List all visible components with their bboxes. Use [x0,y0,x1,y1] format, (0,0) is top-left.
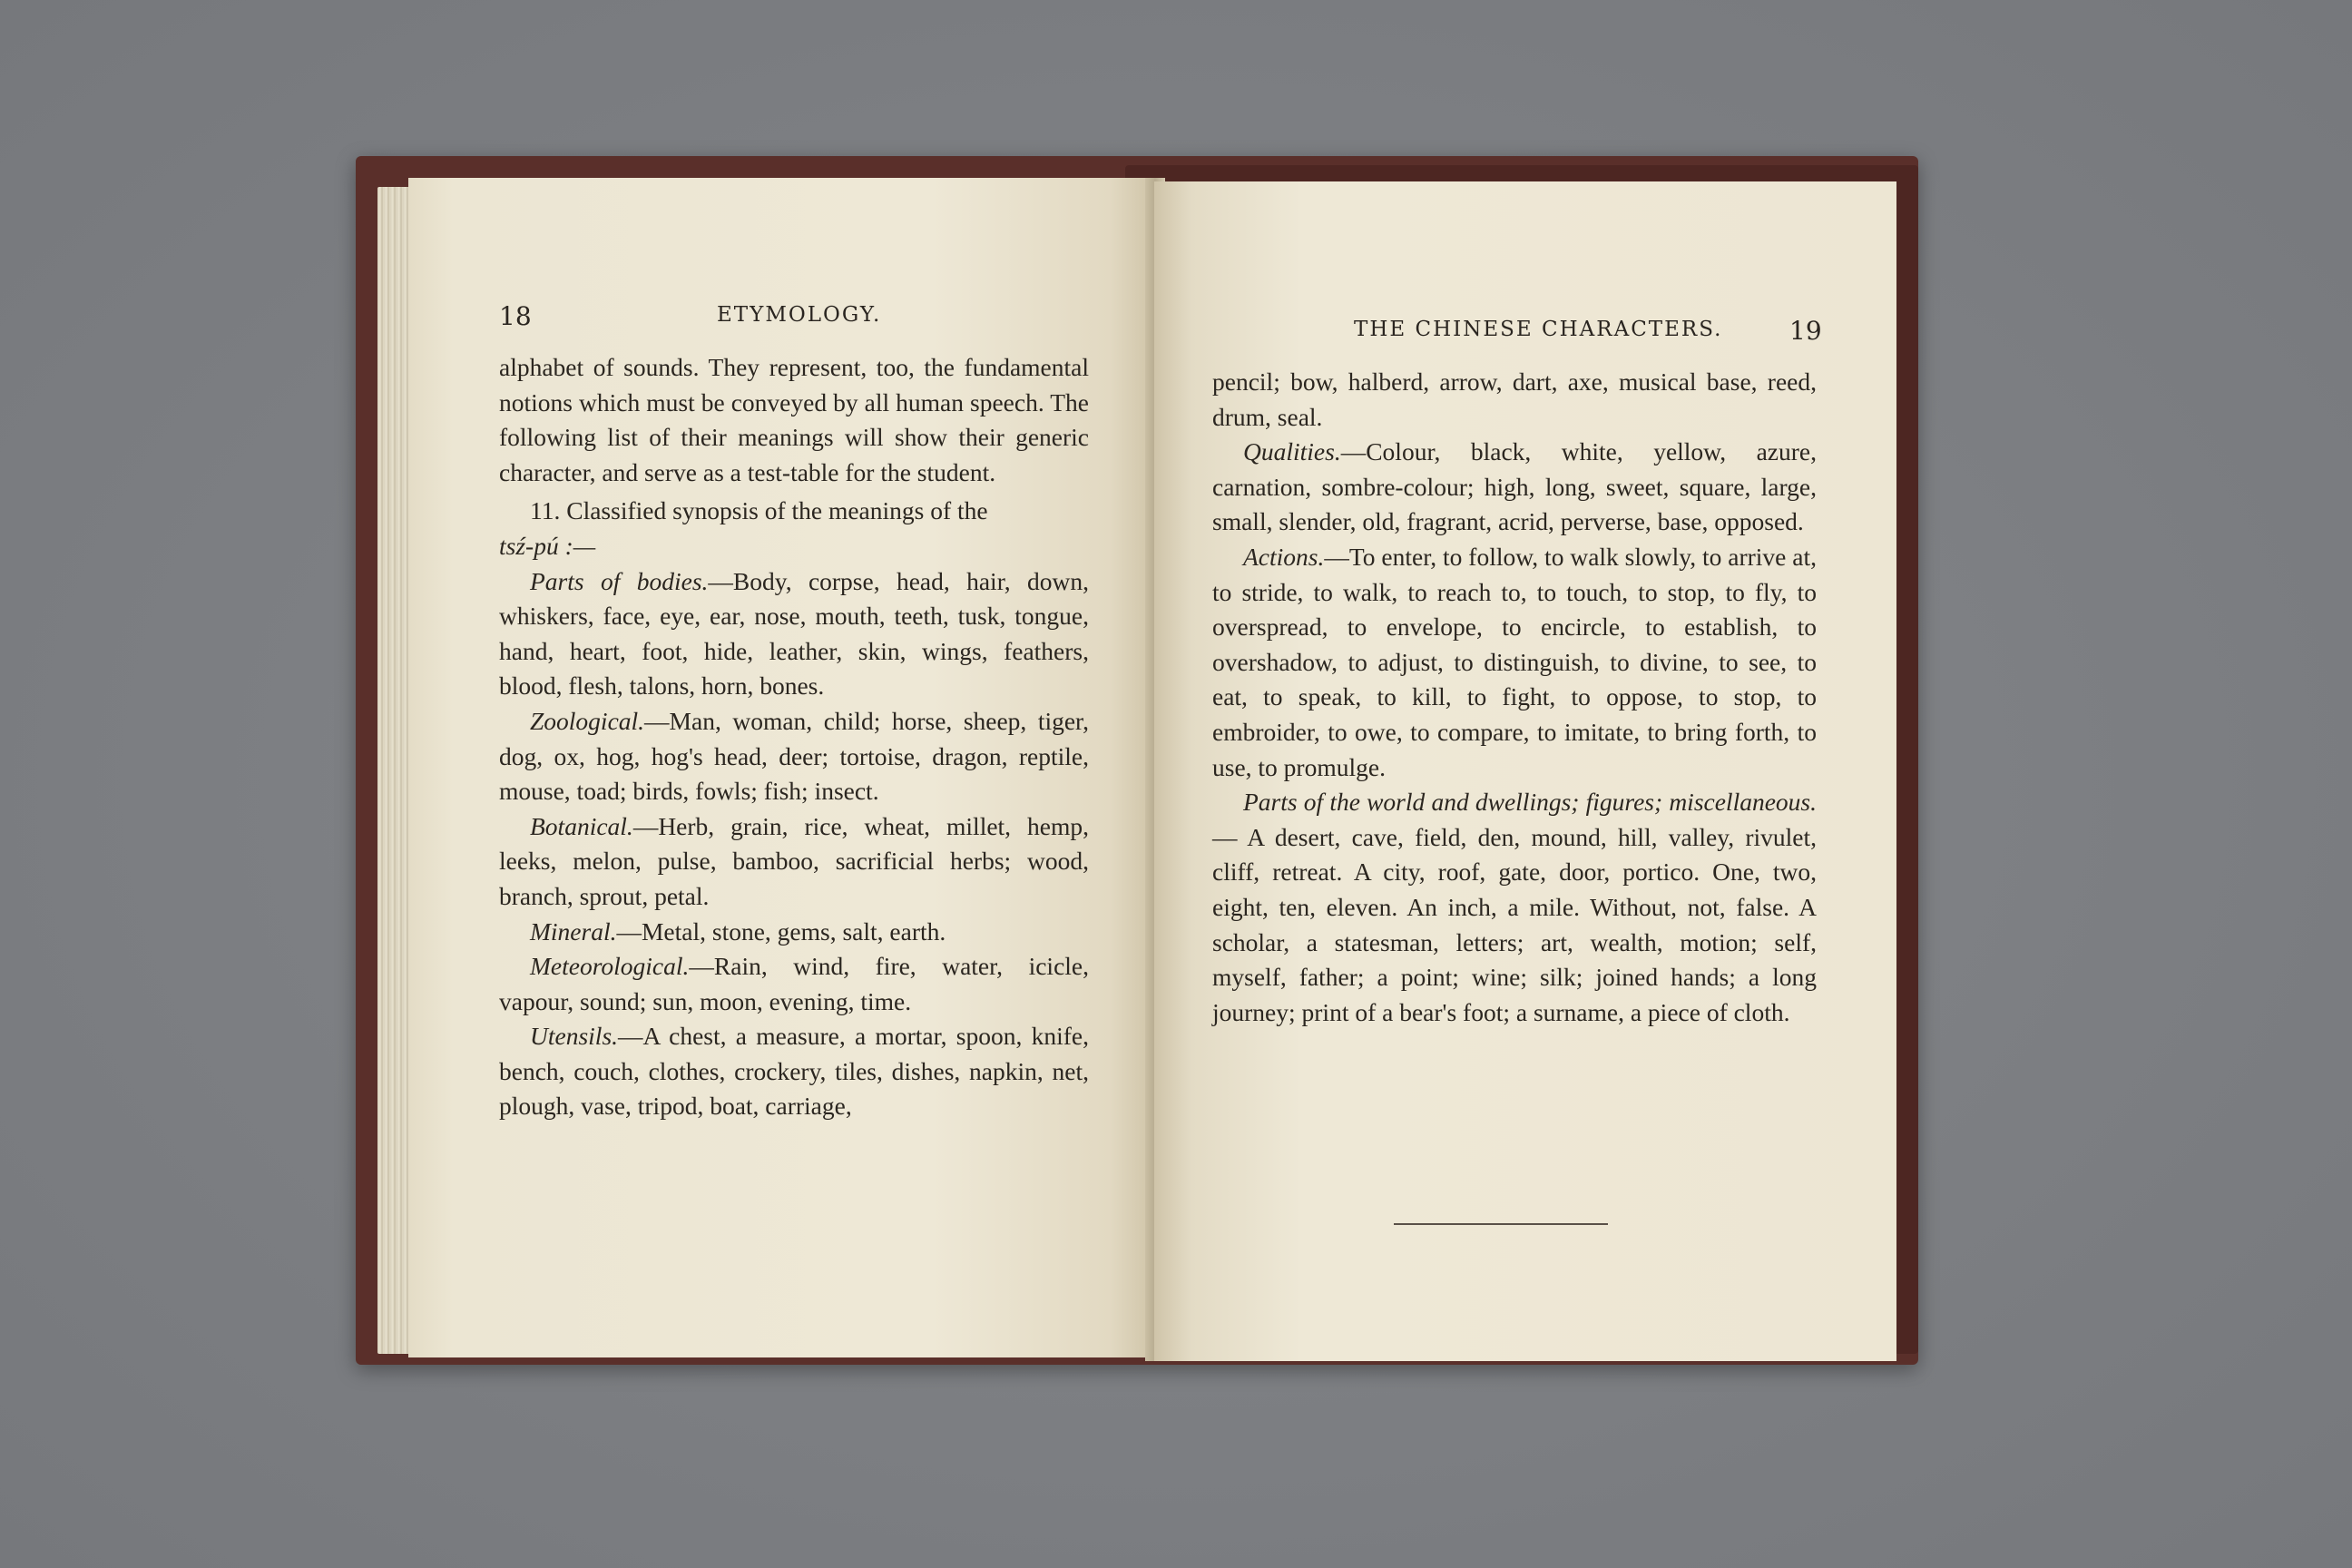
end-rule [1394,1223,1608,1225]
category-paragraph [499,1019,1089,1124]
left-body [499,350,1089,1124]
category-paragraph [499,949,1089,1019]
category-label: Zoological. [530,706,645,735]
category-text: —To enter, to follow, to walk slowly, to arrive at, to stride, to walk, to reach to, to touch, to stop, to fly, to overspread, to envelope, to encircle, to establish, to overshadow, to adjust, to distinguish, to divine, to see, to eat, to speak, to kill, to fight, to oppose, to stop, to embroider, to owe, to compare, to imitate, to bring forth, to use, to promulge. [1212,542,1817,781]
category-text: —A chest, a measure, a mortar, spoon, knife, bench, couch, clothes, crockery, tiles, dishes, napkin, net, plough, vase, tripod, boat, carriage, [499,1022,1089,1121]
category-label: Utensils. [530,1022,619,1051]
right-opening-paragraph: pencil; bow, halberd, arrow, dart, axe, musical base, reed, drum, seal. [1212,368,1817,431]
left-page [408,178,1154,1357]
category-paragraph [1212,435,1817,540]
category-label: Botanical. [530,811,633,840]
right-running-head: THE CHINESE CHARACTERS. [1354,318,1723,341]
category-label: Qualities. [1243,437,1341,466]
right-body [1212,365,1817,1030]
right-page-number: 19 [1789,316,1822,346]
right-page [1154,181,1896,1361]
category-paragraph [499,915,1089,950]
category-label: Parts of bodies. [530,566,709,595]
category-paragraph [499,564,1089,704]
category-text: —Rain, wind, fire, water, icicle, vapour, sound; sun, moon, evening, time. [499,952,1089,1015]
category-paragraph [499,704,1089,809]
category-label: Parts of the world and dwellings; figures; miscellaneous. [1243,788,1817,817]
category-text: —Body, corpse, head, hair, down, whiskers, face, eye, ear, nose, mouth, teeth, tusk, tongue, hand, heart, foot, hide, leather, skin, wings, feathers, blood, flesh, talons, horn, bones. [499,566,1089,701]
category-text: —Herb, grain, rice, wheat, millet, hemp, leeks, melon, pulse, bamboo, sacrificial herbs; wood, branch, sprout, petal. [499,811,1089,910]
left-page-number: 18 [499,301,532,331]
left-opening-paragraph: alphabet of sounds. They represent, too, the fundamental notions which must be conveyed by all human speech. The following list of their meanings will show their generic character, and serve as a test-table for the student. [499,353,1089,486]
category-label: Actions. [1243,542,1325,571]
category-text: —Man, woman, child; horse, sheep, tiger, dog, ox, hog, hog's head, deer; tortoise, dragon, reptile, mouse, toad; birds, fowls; fish; insect. [499,706,1089,806]
category-label: Mineral. [530,916,617,946]
category-paragraph [1212,785,1817,1030]
category-text: —Colour, black, white, yellow, azure, carnation, sombre-colour; high, long, sweet, square, large, small, slender, old, fragrant, acrid, perverse, base, opposed. [1212,437,1817,536]
category-text: — A desert, cave, field, den, mound, hill, valley, rivulet, cliff, retreat. A city, roof, gate, door, portico. One, two, eight, ten, eleven. An inch, a mile. Without, not, false. A scholar, a statesman, letters; art, wealth, motion; self, myself, father; a point; wine; silk; joined hands; a long journey; print of a bear's foot; a surname, a piece of cloth. [1212,822,1817,1026]
section-heading [499,494,1089,529]
category-paragraph [1212,540,1817,785]
left-running-head: ETYMOLOGY. [717,303,882,327]
category-label: Meteorological. [530,952,690,981]
category-text: —Metal, stone, gems, salt, earth. [616,916,946,946]
category-paragraph [499,809,1089,915]
section-term: tsź-pú :— [499,531,596,560]
section-text: 11. Classified synopsis of the meanings of the [530,496,988,525]
